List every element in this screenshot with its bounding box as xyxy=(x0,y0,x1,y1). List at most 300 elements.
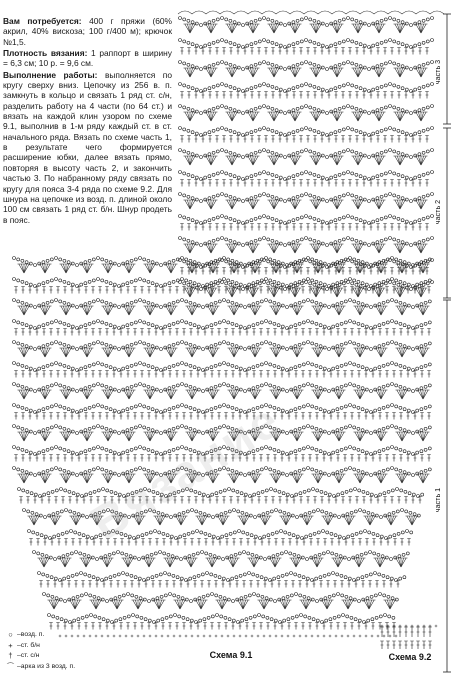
chain-stitch-mark xyxy=(176,426,179,429)
chain-stitch-mark xyxy=(244,432,247,435)
chain-stitch-mark xyxy=(350,616,353,619)
chain-stitch-mark xyxy=(412,306,415,309)
chain-stitch-mark xyxy=(351,40,354,43)
fan-stitch-mark xyxy=(396,68,400,77)
chain-stitch-mark xyxy=(85,593,88,596)
chain-stitch-mark xyxy=(305,535,308,538)
chain-stitch-mark xyxy=(101,468,104,471)
fan-stitch-mark xyxy=(402,474,409,483)
chain-stitch-mark xyxy=(309,150,312,153)
chain-stitch-mark xyxy=(380,129,383,132)
dc-stitch-mark xyxy=(126,413,130,420)
chain-stitch-mark xyxy=(359,175,362,178)
sc-stitch-mark xyxy=(113,635,116,638)
chain-stitch-mark xyxy=(403,471,406,474)
dc-stitch-mark xyxy=(257,48,261,55)
chain-stitch-mark xyxy=(76,390,79,393)
chain-stitch-mark xyxy=(97,467,100,470)
chain-stitch-mark xyxy=(396,488,399,491)
chain-stitch-mark xyxy=(141,534,144,537)
chain-stitch-mark xyxy=(233,153,236,156)
chain-stitch-mark xyxy=(313,41,316,44)
dc-stitch-mark xyxy=(308,623,312,630)
fan-stitch-mark xyxy=(62,306,66,315)
chain-stitch-mark xyxy=(388,513,391,516)
chain-stitch-mark xyxy=(160,390,163,393)
dc-stitch-mark xyxy=(182,287,186,294)
chain-stitch-mark xyxy=(220,513,223,516)
dc-stitch-mark xyxy=(252,413,256,420)
chain-stitch-mark xyxy=(238,530,241,533)
chain-stitch-mark xyxy=(279,154,282,157)
chain-stitch-mark xyxy=(34,348,37,351)
fan-stitch-mark xyxy=(45,306,52,315)
dc-stitch-mark xyxy=(236,136,240,143)
dc-stitch-mark xyxy=(418,268,422,275)
chain-stitch-mark xyxy=(111,510,114,513)
fan-stitch-mark xyxy=(186,68,190,77)
chain-stitch-mark xyxy=(206,409,209,412)
chain-stitch-mark xyxy=(145,532,148,535)
chain-stitch-mark xyxy=(183,238,186,241)
chain-stitch-mark xyxy=(46,427,49,430)
chain-stitch-mark xyxy=(154,552,157,555)
chain-stitch-mark xyxy=(374,283,377,286)
chain-stitch-mark xyxy=(317,509,320,512)
chain-stitch-mark xyxy=(200,178,203,181)
chain-stitch-mark xyxy=(286,327,289,330)
fan-stitch-mark xyxy=(30,516,34,525)
chain-stitch-mark xyxy=(254,41,257,44)
fan-stitch-mark xyxy=(358,68,365,77)
fan-stitch-mark xyxy=(251,264,255,273)
chain-stitch-mark xyxy=(18,488,21,491)
chain-stitch-mark xyxy=(375,514,378,517)
chain-stitch-mark xyxy=(165,514,168,517)
chain-stitch-mark xyxy=(221,149,224,152)
chain-stitch-mark xyxy=(50,279,53,282)
fan-stitch-mark xyxy=(164,558,171,567)
dc-stitch-mark xyxy=(217,455,221,462)
chain-stitch-mark xyxy=(37,552,40,555)
chain-stitch-mark xyxy=(349,597,352,600)
chain-stitch-mark xyxy=(197,409,200,412)
chain-stitch-mark xyxy=(305,237,308,240)
chain-stitch-mark xyxy=(221,193,224,196)
fan-stitch-mark xyxy=(280,516,287,525)
chain-stitch-mark xyxy=(319,282,322,285)
chain-stitch-mark xyxy=(248,283,251,286)
chain-stitch-mark xyxy=(315,280,318,283)
chain-stitch-mark xyxy=(370,369,373,372)
chain-stitch-mark xyxy=(147,448,150,451)
fan-stitch-mark xyxy=(272,390,276,399)
dc-stitch-mark xyxy=(162,539,166,546)
chain-stitch-mark xyxy=(307,425,310,428)
chain-stitch-mark xyxy=(34,369,37,372)
chain-stitch-mark xyxy=(67,324,70,327)
chain-stitch-mark xyxy=(89,492,92,495)
chain-stitch-mark xyxy=(204,88,207,91)
chain-stitch-mark xyxy=(237,132,240,135)
chain-stitch-mark xyxy=(340,406,343,409)
chain-stitch-mark xyxy=(195,242,198,245)
chain-stitch-mark xyxy=(333,495,336,498)
chain-stitch-mark xyxy=(55,425,58,428)
fan-stitch-mark xyxy=(24,348,31,357)
fan-stitch-mark xyxy=(375,68,379,77)
fan-stitch-mark xyxy=(48,600,55,609)
fan-stitch-mark xyxy=(234,432,241,441)
fan-stitch-mark xyxy=(291,112,295,121)
dc-stitch-mark xyxy=(250,136,254,143)
chain-stitch-mark xyxy=(286,285,289,288)
fan-stitch-mark xyxy=(211,244,218,253)
dc-stitch-mark xyxy=(141,539,145,546)
dc-stitch-mark xyxy=(343,455,347,462)
chain-stitch-mark xyxy=(71,283,74,286)
fan-stitch-mark xyxy=(234,390,241,399)
chain-stitch-mark xyxy=(317,219,320,222)
chain-stitch-mark xyxy=(27,510,30,513)
chain-stitch-mark xyxy=(71,304,74,307)
chain-stitch-mark xyxy=(165,616,168,619)
chain-stitch-mark xyxy=(393,534,396,537)
fan-stitch-mark xyxy=(144,390,151,399)
chain-stitch-mark xyxy=(63,406,66,409)
dc-stitch-mark xyxy=(91,287,95,294)
chain-stitch-mark xyxy=(344,384,347,387)
fan-stitch-mark xyxy=(20,348,24,357)
dc-stitch-mark xyxy=(49,371,53,378)
chain-stitch-mark xyxy=(97,257,100,260)
chain-stitch-mark xyxy=(279,22,282,25)
chain-stitch-mark xyxy=(385,537,388,540)
chain-stitch-mark xyxy=(426,172,429,175)
chain-stitch-mark xyxy=(92,363,95,366)
dc-stitch-mark xyxy=(187,92,191,99)
fan-stitch-mark xyxy=(377,348,381,357)
chain-stitch-mark xyxy=(67,282,70,285)
fan-stitch-mark xyxy=(342,600,349,609)
chain-stitch-mark xyxy=(353,426,356,429)
fan-stitch-mark xyxy=(65,558,72,567)
chain-stitch-mark xyxy=(147,577,150,580)
chain-stitch-mark xyxy=(105,577,108,580)
dc-stitch-mark xyxy=(411,497,415,504)
chain-stitch-mark xyxy=(194,490,197,493)
dc-stitch-mark xyxy=(105,623,109,630)
chain-stitch-mark xyxy=(422,63,425,66)
dc-stitch-mark xyxy=(214,581,218,588)
chain-stitch-mark xyxy=(368,24,371,27)
chain-stitch-mark xyxy=(185,384,188,387)
chain-stitch-mark xyxy=(321,510,324,513)
chain-stitch-mark xyxy=(408,492,411,495)
chain-stitch-mark xyxy=(421,493,424,496)
chain-stitch-mark xyxy=(416,367,419,370)
fan-stitch-mark xyxy=(268,244,275,253)
dc-stitch-mark xyxy=(105,287,109,294)
chain-stitch-mark xyxy=(332,409,335,412)
chain-stitch-mark xyxy=(43,593,46,596)
chain-stitch-mark xyxy=(180,558,183,561)
fan-stitch-mark xyxy=(66,264,73,273)
chain-stitch-mark xyxy=(269,426,272,429)
sc-stitch-mark xyxy=(323,635,326,638)
chain-stitch-mark xyxy=(426,216,429,219)
chain-stitch-mark xyxy=(418,241,421,244)
chain-stitch-mark xyxy=(237,154,240,157)
dc-stitch-mark xyxy=(117,497,121,504)
fan-stitch-mark xyxy=(274,24,281,33)
chain-stitch-mark xyxy=(311,363,314,366)
fan-stitch-mark xyxy=(108,306,115,315)
chain-stitch-mark xyxy=(59,426,62,429)
chain-stitch-mark xyxy=(47,594,50,597)
chain-stitch-mark xyxy=(340,469,343,472)
chain-stitch-mark xyxy=(328,348,331,351)
chain-stitch-mark xyxy=(417,514,420,517)
dc-stitch-mark xyxy=(180,224,184,231)
dc-stitch-mark xyxy=(420,413,424,420)
chain-stitch-mark xyxy=(237,88,240,91)
chain-stitch-mark xyxy=(244,348,247,351)
chain-stitch-mark xyxy=(189,322,192,325)
chain-stitch-mark xyxy=(326,178,329,181)
dc-stitch-mark xyxy=(232,539,236,546)
chain-stitch-mark xyxy=(412,369,415,372)
chain-stitch-mark xyxy=(380,173,383,176)
chain-stitch-mark xyxy=(99,534,102,537)
chain-stitch-mark xyxy=(183,216,186,219)
fan-stitch-mark xyxy=(396,156,400,165)
fan-stitch-mark xyxy=(209,264,213,273)
chain-stitch-mark xyxy=(254,107,257,110)
dc-stitch-mark xyxy=(259,623,263,630)
chain-stitch-mark xyxy=(284,46,287,49)
fan-stitch-mark xyxy=(355,558,359,567)
chain-stitch-mark xyxy=(391,383,394,386)
fan-stitch-mark xyxy=(379,24,386,33)
fan-stitch-mark xyxy=(66,348,73,357)
chain-stitch-mark xyxy=(349,320,352,323)
dc-stitch-mark xyxy=(63,371,67,378)
fan-stitch-mark xyxy=(41,432,45,441)
dc-stitch-mark xyxy=(133,623,137,630)
dc-stitch-mark xyxy=(112,455,116,462)
chain-stitch-mark xyxy=(368,68,371,71)
fan-stitch-mark xyxy=(268,68,275,77)
fan-stitch-mark xyxy=(232,112,239,121)
dc-stitch-mark xyxy=(91,371,95,378)
chain-stitch-mark xyxy=(132,614,135,617)
chain-stitch-mark xyxy=(80,367,83,370)
chain-stitch-mark xyxy=(48,614,51,617)
chain-stitch-mark xyxy=(349,257,352,260)
chain-stitch-mark xyxy=(105,280,108,283)
chain-stitch-mark xyxy=(134,363,137,366)
fan-stitch-mark xyxy=(400,244,407,253)
sc-stitch-mark xyxy=(293,635,296,638)
chain-stitch-mark xyxy=(160,432,163,435)
chain-stitch-mark xyxy=(328,390,331,393)
legend-item: ⌒ – арка из 3 возд. п. xyxy=(4,662,75,673)
chain-stitch-mark xyxy=(256,385,259,388)
chain-stitch-mark xyxy=(271,129,274,132)
chain-stitch-mark xyxy=(397,107,400,110)
chain-stitch-mark xyxy=(214,469,217,472)
chain-stitch-mark xyxy=(344,342,347,345)
chain-stitch-mark xyxy=(273,385,276,388)
fan-stitch-mark xyxy=(146,348,150,357)
chain-stitch-mark xyxy=(407,367,410,370)
chain-stitch-mark xyxy=(187,129,190,132)
chain-stitch-mark xyxy=(431,149,434,152)
chain-stitch-mark xyxy=(216,614,219,617)
chain-stitch-mark xyxy=(277,282,280,285)
fan-stitch-mark xyxy=(275,558,282,567)
fan-stitch-mark xyxy=(167,474,171,483)
chain-stitch-mark xyxy=(344,363,347,366)
fan-stitch-mark xyxy=(375,156,379,165)
chain-stitch-mark xyxy=(231,259,234,262)
chain-stitch-mark xyxy=(200,112,203,115)
dc-stitch-mark xyxy=(224,623,228,630)
dc-stitch-mark xyxy=(319,581,323,588)
chain-stitch-mark xyxy=(126,471,129,474)
dc-stitch-mark xyxy=(348,48,352,55)
chain-stitch-mark xyxy=(409,511,412,514)
dc-stitch-mark xyxy=(175,287,179,294)
chain-stitch-mark xyxy=(420,429,423,432)
chain-stitch-mark xyxy=(323,409,326,412)
dc-stitch-mark xyxy=(257,497,261,504)
fan-stitch-mark xyxy=(146,264,150,273)
dc-stitch-mark xyxy=(21,371,25,378)
chain-stitch-mark xyxy=(395,579,398,582)
chain-stitch-mark xyxy=(298,280,301,283)
dc-stitch-mark xyxy=(84,623,88,630)
dc-stitch-mark xyxy=(64,539,68,546)
chain-stitch-mark xyxy=(300,18,303,21)
dc-stitch-mark xyxy=(201,497,205,504)
fan-stitch-mark xyxy=(51,516,55,525)
chain-stitch-mark xyxy=(109,324,112,327)
chain-stitch-mark xyxy=(59,321,62,324)
chain-stitch-mark xyxy=(424,469,427,472)
chain-stitch-mark xyxy=(404,490,407,493)
chain-stitch-mark xyxy=(158,531,161,534)
chain-stitch-mark xyxy=(422,41,425,44)
chain-stitch-mark xyxy=(214,364,217,367)
chain-stitch-mark xyxy=(277,576,280,579)
chain-stitch-mark xyxy=(218,300,221,303)
dc-stitch-mark xyxy=(224,455,228,462)
dc-stitch-mark xyxy=(98,455,102,462)
dc-stitch-mark xyxy=(264,92,268,99)
dc-stitch-mark xyxy=(278,180,282,187)
chain-stitch-mark xyxy=(277,261,280,264)
fan-stitch-mark xyxy=(417,244,421,253)
chain-stitch-mark xyxy=(207,514,210,517)
chain-stitch-mark xyxy=(356,555,359,558)
fan-stitch-mark xyxy=(421,68,428,77)
dc-stitch-mark xyxy=(406,329,410,336)
fan-stitch-mark xyxy=(104,474,108,483)
fan-stitch-mark xyxy=(188,390,192,399)
chain-stitch-mark xyxy=(282,492,285,495)
dc-stitch-mark xyxy=(175,623,179,630)
chain-stitch-mark xyxy=(326,134,329,137)
chain-stitch-mark xyxy=(431,171,434,174)
fan-stitch-mark xyxy=(186,112,190,121)
chain-stitch-mark xyxy=(260,321,263,324)
dc-stitch-mark xyxy=(127,539,131,546)
chain-stitch-mark xyxy=(200,244,203,247)
chain-stitch-mark xyxy=(305,215,308,218)
chain-stitch-mark xyxy=(292,21,295,24)
dc-stitch-mark xyxy=(238,287,242,294)
fan-stitch-mark xyxy=(281,600,285,609)
dc-stitch-mark xyxy=(215,48,219,55)
fan-stitch-mark xyxy=(243,600,250,609)
chain-stitch-mark xyxy=(139,383,142,386)
dc-stitch-mark xyxy=(154,455,158,462)
dc-stitch-mark xyxy=(28,455,32,462)
dc-stitch-mark xyxy=(350,455,354,462)
dc-stitch-mark xyxy=(389,581,393,588)
chain-stitch-mark xyxy=(109,345,112,348)
chain-stitch-mark xyxy=(113,304,116,307)
chain-stitch-mark xyxy=(139,362,142,365)
chain-stitch-mark xyxy=(313,63,316,66)
dc-stitch-mark xyxy=(47,497,51,504)
chain-stitch-mark xyxy=(294,303,297,306)
chain-stitch-mark xyxy=(172,280,175,283)
chain-stitch-mark xyxy=(309,106,312,109)
chain-stitch-mark xyxy=(202,474,205,477)
fan-stitch-mark xyxy=(293,348,297,357)
chain-stitch-mark xyxy=(25,282,28,285)
chain-stitch-mark xyxy=(229,217,232,220)
chain-stitch-mark xyxy=(172,259,175,262)
chain-stitch-mark xyxy=(191,87,194,90)
dc-stitch-mark xyxy=(126,287,130,294)
chain-stitch-mark xyxy=(358,600,361,603)
fan-stitch-mark xyxy=(207,200,211,209)
chain-stitch-mark xyxy=(151,429,154,432)
fan-stitch-mark xyxy=(71,600,75,609)
chain-stitch-mark xyxy=(233,531,236,534)
chain-stitch-mark xyxy=(242,288,245,291)
chain-stitch-mark xyxy=(418,153,421,156)
chain-stitch-mark xyxy=(359,197,362,200)
dc-stitch-mark xyxy=(376,180,380,187)
chain-stitch-mark xyxy=(101,405,104,408)
chain-stitch-mark xyxy=(164,594,167,597)
chain-stitch-mark xyxy=(203,513,206,516)
sc-stitch-mark xyxy=(95,635,98,638)
chain-stitch-mark xyxy=(237,110,240,113)
chain-stitch-mark xyxy=(269,321,272,324)
chain-stitch-mark xyxy=(309,534,312,537)
chain-stitch-mark xyxy=(274,619,277,622)
chain-stitch-mark xyxy=(237,176,240,179)
fan-stitch-mark xyxy=(306,600,313,609)
chain-stitch-mark xyxy=(347,17,350,20)
chain-stitch-mark xyxy=(355,41,358,44)
